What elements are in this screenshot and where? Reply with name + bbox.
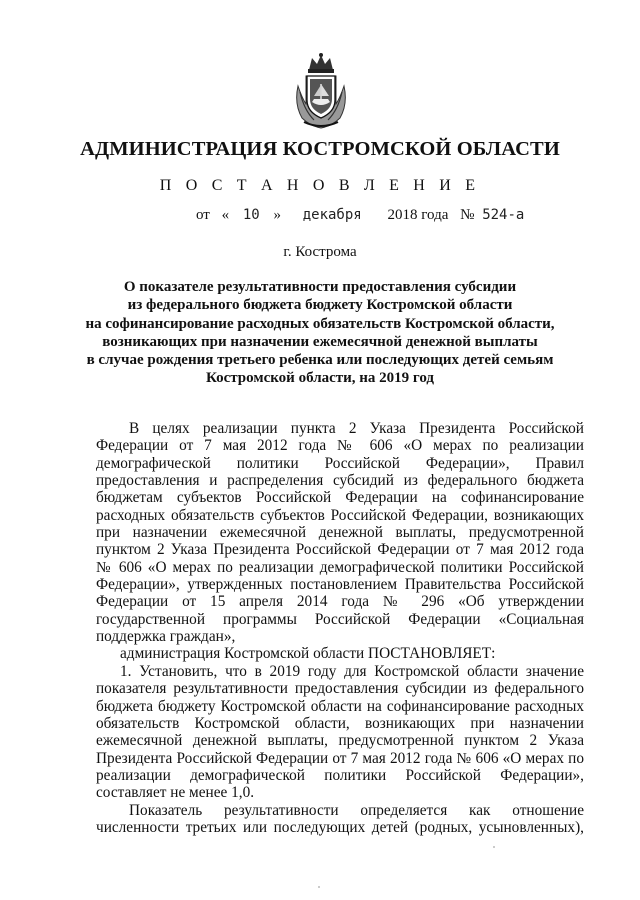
body-line: численности третьих или последующих детей (родных, усыновленных), bbox=[96, 818, 584, 836]
body-line: поддержка граждан», bbox=[96, 628, 236, 646]
body-line: обязательств Костромской области, возникающих при назначении bbox=[96, 714, 584, 732]
body-line: Федерации от 15 апреля 2014 года № 296 «Об утверждении bbox=[96, 593, 584, 611]
date-day: 10 bbox=[242, 207, 260, 223]
body-line: бюджета бюджету Костромской области на софинансирование расходных bbox=[96, 697, 584, 715]
body-line: демографической политики Российской Федерации», Правил bbox=[96, 454, 584, 472]
subject-line: О показателе результативности предоставления субсидии bbox=[123, 279, 517, 295]
body-line: Показатель результативности определяется как отношение bbox=[129, 801, 584, 819]
body-line: 1. Установить, что в 2019 году для Костромской области значение bbox=[120, 662, 584, 680]
body-line: государственной программы Российской Федерации «Социальная bbox=[96, 610, 584, 628]
body-line: предоставления и распределения субсидий из федерального бюджета bbox=[96, 472, 584, 490]
date-month: декабря bbox=[302, 207, 362, 223]
subject-line: возникающих при назначении ежемесячной денежной выплаты bbox=[102, 333, 538, 350]
document-type: П О С Т А Н О В Л Е Н И Е bbox=[159, 177, 481, 194]
body-line: составляет не менее 1,0. bbox=[96, 784, 255, 802]
body-line: пунктом 2 Указа Президента Российской Федерации от 7 мая 2012 года bbox=[96, 541, 584, 559]
body-line: Федерации от 7 мая 2012 года № 606 «О мерах по реализации bbox=[96, 437, 584, 455]
body-line: бюджетам субъектов Российской Федерации на софинансирование bbox=[96, 489, 584, 507]
document-body bbox=[96, 420, 584, 836]
body-line: расходных обязательств субъектов Российской Федерации, возникающих bbox=[96, 506, 584, 524]
body-line: № 606 «О мерах по реализации демографической политики Российской bbox=[96, 558, 584, 576]
date-year: 2018 года bbox=[387, 207, 449, 223]
subject-line: в случае рождения третьего ребенка или последующих детей семьям bbox=[86, 352, 554, 369]
document-number: 524-а bbox=[482, 207, 525, 223]
body-line: Президента Российской Федерации от 7 мая 2012 года № 606 «О мерах по bbox=[96, 749, 584, 767]
date-quote-open: « bbox=[221, 207, 230, 223]
scan-speck bbox=[318, 886, 320, 888]
body-line: В целях реализации пункта 2 Указа Президента Российской bbox=[129, 420, 584, 437]
body-line: Федерации», утвержденных постановлением Правительства Российской bbox=[96, 576, 584, 594]
subject-line: на софинансирование расходных обязательств Костромской области, bbox=[85, 315, 555, 332]
body-line: при назначении ежемесячной денежной выплаты, предусмотренной bbox=[96, 524, 584, 542]
body-line: администрация Костромской области ПОСТАНОВЛЯЕТ: bbox=[120, 645, 496, 663]
subject-line: из федерального бюджета бюджету Костромской области bbox=[127, 297, 513, 314]
document-date-line bbox=[196, 207, 524, 224]
city-name: г. Кострома bbox=[283, 244, 357, 260]
date-quote-close: » bbox=[273, 207, 281, 223]
number-sign: № bbox=[460, 207, 475, 223]
subject-line: Костромской области, на 2019 год bbox=[205, 370, 435, 387]
document-subject bbox=[80, 278, 560, 388]
body-line: показателя результативности предоставления субсидии из федерального bbox=[96, 680, 584, 698]
date-prefix: от bbox=[196, 207, 210, 223]
body-line: ежемесячной денежной выплаты, предусмотренной пунктом 2 Указа bbox=[96, 732, 584, 750]
scan-speck bbox=[493, 846, 495, 848]
organization-title: АДМИНИСТРАЦИЯ КОСТРОМСКОЙ ОБЛАСТИ bbox=[80, 138, 560, 160]
body-line: реализации демографической политики Российской Федерации», bbox=[96, 766, 584, 784]
kostroma-coat-of-arms-icon bbox=[292, 52, 350, 130]
